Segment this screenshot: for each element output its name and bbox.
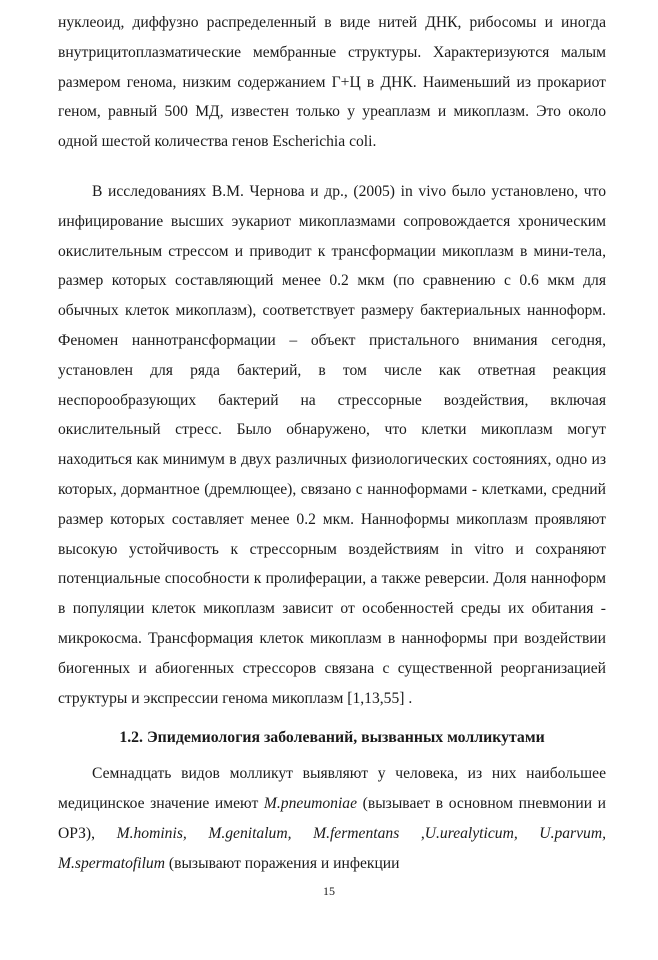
page-number: 15 xyxy=(323,884,335,898)
document-page xyxy=(58,8,606,879)
species-names-hominis-group: M.hominis, M.genitalum, M.fermentans xyxy=(116,824,400,842)
species-names-ureaplasma: U.urealyticum, U.parvum, xyxy=(424,824,607,842)
species-name-spermatofilum: M.spermatofilum xyxy=(58,854,165,872)
species-name-pneumoniae: M.pneumoniae xyxy=(263,795,358,813)
paragraph-continued: нуклеоид, диффузно распределенный в виде нитей ДНК, рибосомы и иногда внутрицитоплазматические мембранные структуры. Характеризуются малым размером генома, низким содержанием Г+Ц в ДНК. Наименьший из прокариот геном, равный 500 МД, известен только у уреаплазм и микоплазм. Это около одной шестой количества генов Escherichia coli. xyxy=(58,14,606,151)
species-intro-text: Семнадцать видов молликут выявляют у человека, из них наибольшее медицинское значение имеют xyxy=(58,765,606,813)
pneumoniae-note: (вызывает в основном пневмонии и ОРЗ), xyxy=(58,795,607,842)
paragraph-species xyxy=(58,759,606,878)
species-tail-text: (вызывают поражения и инфекции xyxy=(165,854,400,872)
separator-text: , xyxy=(399,824,425,842)
paragraph-chernov-study: В исследованиях В.М. Чернова и др., (2005) in vivo было установлено, что инфицирование высших эукариот микоплазмами сопровождается хроническим окислительным стрессом и приводит к трансформации микоплазм в мини-тела, размер которых составляющий менее 0.2 мкм (по сравнению с 0.6 мкм для обычных клеток микоплазм), соответствует размеру бактериальных наннoформ. Феномен наннотрансформации – объект пристального внимания сегодня, установлен для ряда бактерий, в том числе как ответная реакция неспорообразующих бактерий на стрессорные воздействия, включая окислительный стресс. Было обнаружено, что клетки микоплазм могут находиться как минимум в двух различных физиологических состояниях, одно из которых, дормантное (дремлющее), связано с наннoформами - клетками, средний размер которых составляет менее 0.2 мкм. Наннoформы микоплазм проявляют высокую устойчивость к стрессорным воздействиям in vitro и сохраняют потенциальные способности к пролиферации, а также реверсии. Доля наннoформ в популяции клеток микоплазм зависит от особенностей среды их обитания - микрокосма. Трансформация клеток микоплазм в наннoформы при воздействии биогенных и абиогенных стрессоров связана с существенной реорганизацией структуры и экспрессии генома микоплазм [1,13,55] . xyxy=(58,182,606,707)
section-heading: 1.2. Эпидемиология заболеваний, вызванных молликутами xyxy=(119,729,545,747)
